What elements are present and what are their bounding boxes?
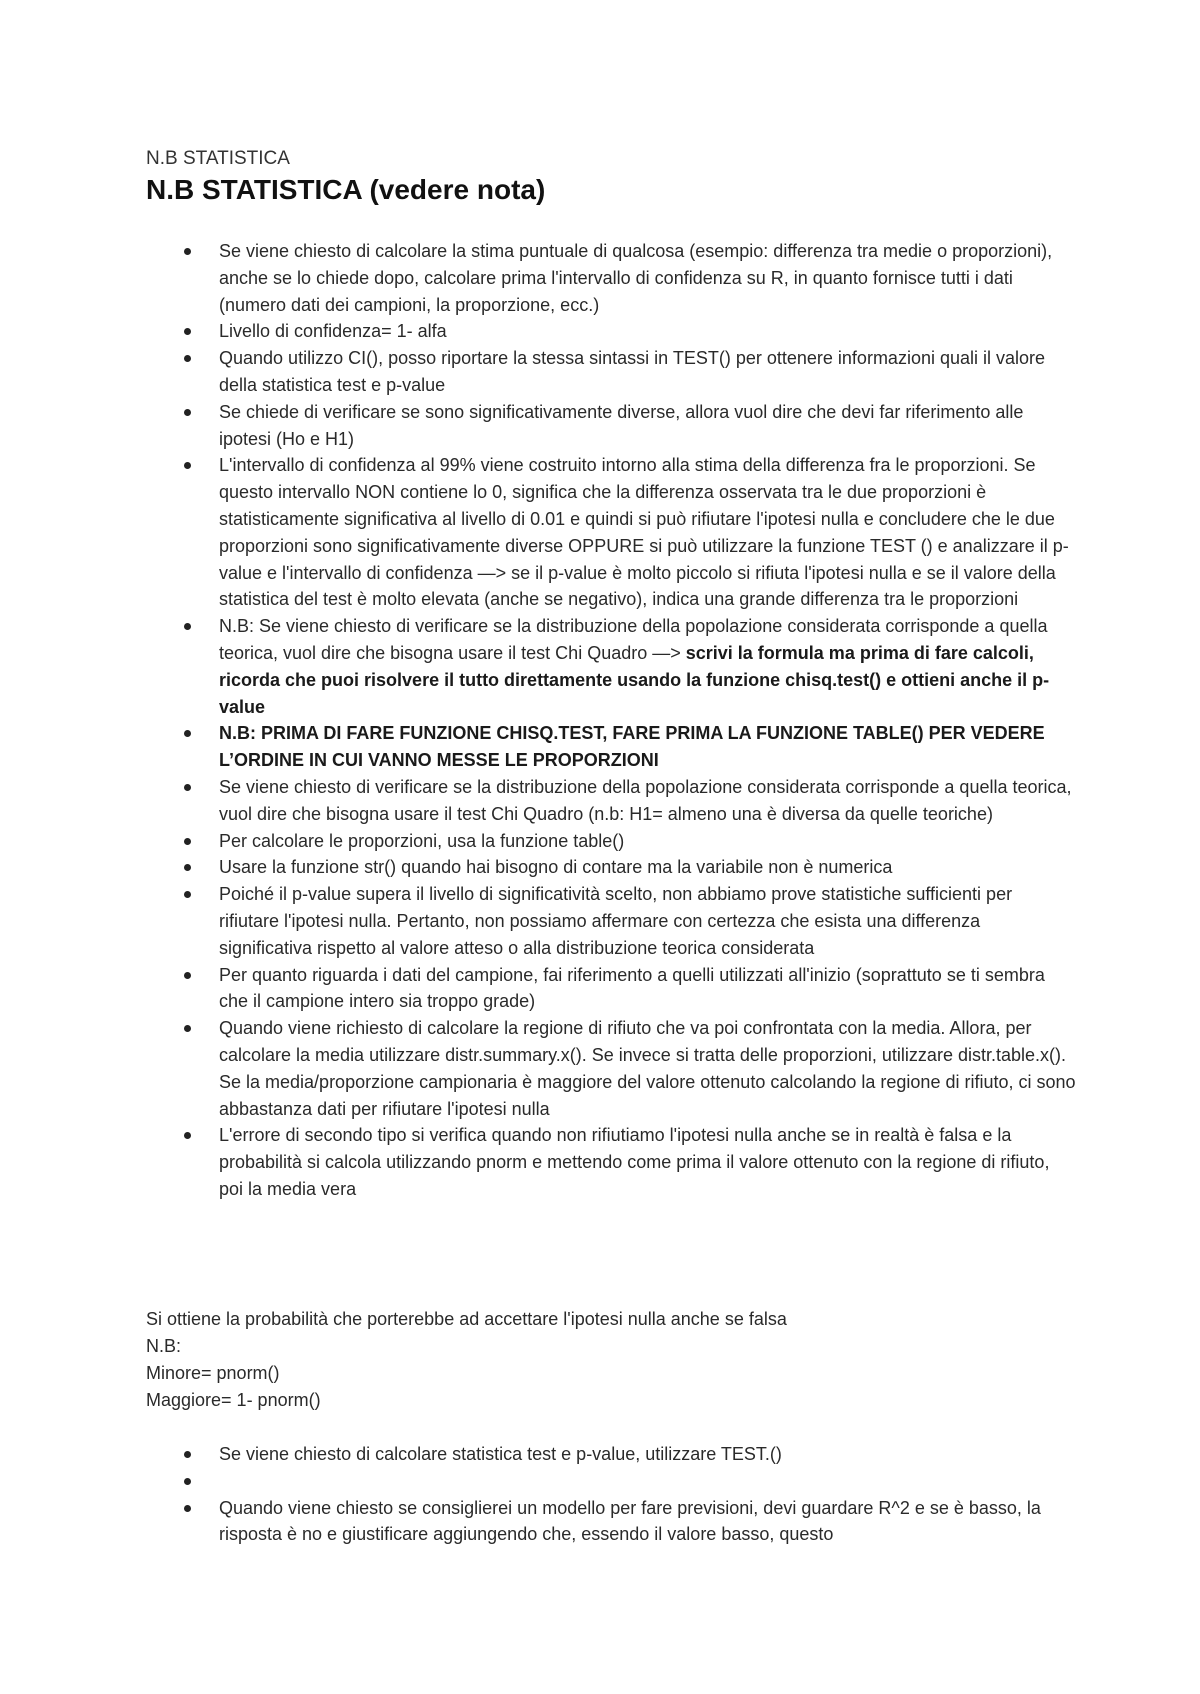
list-item: Usare la funzione str() quando hai bisogno di contare ma la variabile non è numerica — [146, 854, 1076, 881]
list-item: Se viene chiesto di calcolare la stima puntuale di qualcosa (esempio: differenza tra medie o proporzioni), anche se lo chiede dopo, calcolare prima l'intervallo di confidenza su R, in quanto fornisce tutti i dati (numero dati dei campioni, la proporzione, ecc.) — [146, 238, 1076, 318]
bullet-dot-icon — [184, 355, 191, 362]
bullet-dot-icon — [184, 328, 191, 335]
list-item: Quando utilizzo CI(), posso riportare la stessa sintassi in TEST() per ottenere informazioni quali il valore della statistica test e p-value — [146, 345, 1076, 399]
bullet-dot-icon — [184, 838, 191, 845]
bullet-dot-icon — [184, 891, 191, 898]
paragraph-nb: N.B: — [146, 1336, 182, 1356]
bullet-dot-icon — [184, 623, 191, 630]
bullet-dot-icon — [184, 730, 191, 737]
bullet-dot-icon — [184, 1132, 191, 1139]
bullet-dot-icon — [184, 1451, 191, 1458]
list-item — [146, 1468, 1076, 1495]
bullet-dot-icon — [184, 864, 191, 871]
bullet-dot-icon — [184, 1025, 191, 1032]
bullet-dot-icon — [184, 462, 191, 469]
bullet-dot-icon — [184, 972, 191, 979]
list-item: Poiché il p-value supera il livello di significatività scelto, non abbiamo prove statistiche sufficienti per rifiutare l'ipotesi nulla. Pertanto, non possiamo affermare con certezza che esista una differenza significativa rispetto al valore atteso o alla distribuzione teorica considerata — [146, 881, 1076, 961]
bullet-dot-icon — [184, 1505, 191, 1512]
paragraph-minore: Minore= pnorm() — [146, 1363, 280, 1383]
bullet-dot-icon — [184, 409, 191, 416]
list-item: Per quanto riguarda i dati del campione, fai riferimento a quelli utilizzati all'inizio (soprattuto se ti sembra che il campione intero sia troppo grade) — [146, 962, 1076, 1016]
bullet-list-secondary — [146, 1441, 1076, 1548]
bullet-dot-icon — [184, 784, 191, 791]
list-item: N.B: Se viene chiesto di verificare se la distribuzione della popolazione considerata corrisponde a quella teorica, vuol dire che bisogna usare il test Chi Quadro —> scrivi la formula ma prima di fare calcoli, ricorda che puoi risolvere il tutto direttamente usando la funzione chisq.test() e ottieni anche il p-value — [146, 613, 1076, 720]
list-item: L'errore di secondo tipo si verifica quando non rifiutiamo l'ipotesi nulla anche se in realtà è falsa e la probabilità si calcola utilizzando pnorm e mettendo come prima il valore ottenuto con la regione di rifiuto, poi la media vera — [146, 1122, 1076, 1202]
list-item: Livello di confidenza= 1- alfa — [146, 318, 1076, 345]
list-item: Se chiede di verificare se sono significativamente diverse, allora vuol dire che devi far riferimento alle ipotesi (Ho e H1) — [146, 399, 1076, 453]
paragraph-maggiore: Maggiore= 1- pnorm() — [146, 1390, 321, 1410]
list-item: N.B: PRIMA DI FARE FUNZIONE CHISQ.TEST, FARE PRIMA LA FUNZIONE TABLE() PER VEDERE L’ORDINE IN CUI VANNO MESSE LE PROPORZIONI — [146, 720, 1076, 774]
bullet-dot-icon — [184, 1478, 191, 1485]
paragraph-probability: Si ottiene la probabilità che porterebbe ad accettare l'ipotesi nulla anche se falsa — [146, 1309, 787, 1329]
bullet-list-main — [146, 238, 1076, 1203]
list-item: Se viene chiesto di verificare se la distribuzione della popolazione considerata corrisponde a quella teorica, vuol dire che bisogna usare il test Chi Quadro (n.b: H1= almeno una è diversa da quelle teoriche) — [146, 774, 1076, 828]
list-item: L'intervallo di confidenza al 99% viene costruito intorno alla stima della differenza fra le proporzioni. Se questo intervallo NON contiene lo 0, significa che la differenza osservata tra le due proporzioni è statisticamente significativa al livello di 0.01 e quindi si può rifiutare l'ipotesi nulla e concludere che le due proporzioni sono significativamente diverse OPPURE si può utilizzare la funzione TEST () e analizzare il p-value e l'intervallo di confidenza —> se il p-value è molto piccolo si rifiuta l'ipotesi nulla e se il valore della statistica del test è molto elevata (anche se negativo), indica una grande differenza tra le proporzioni — [146, 452, 1076, 613]
list-item: Se viene chiesto di calcolare statistica test e p-value, utilizzare TEST.() — [146, 1441, 1076, 1468]
list-item: Per calcolare le proporzioni, usa la funzione table() — [146, 828, 1076, 855]
list-item: Quando viene chiesto se consiglierei un modello per fare previsioni, devi guardare R^2 e se è basso, la risposta è no e giustificare aggiungendo che, essendo il valore basso, questo — [146, 1495, 1076, 1549]
bullet-dot-icon — [184, 248, 191, 255]
list-item: Quando viene richiesto di calcolare la regione di rifiuto che va poi confrontata con la media. Allora, per calcolare la media utilizzare distr.summary.x(). Se invece si tratta delle proporzioni, utilizzare distr.table.x(). Se la media/proporzione campionaria è maggiore del valore ottenuto calcolando la regione di rifiuto, ci sono abbastanza dati per rifiutare l'ipotesi nulla — [146, 1015, 1076, 1122]
document-title: N.B STATISTICA (vedere nota) — [146, 174, 546, 205]
document-header: N.B STATISTICA — [146, 148, 290, 169]
